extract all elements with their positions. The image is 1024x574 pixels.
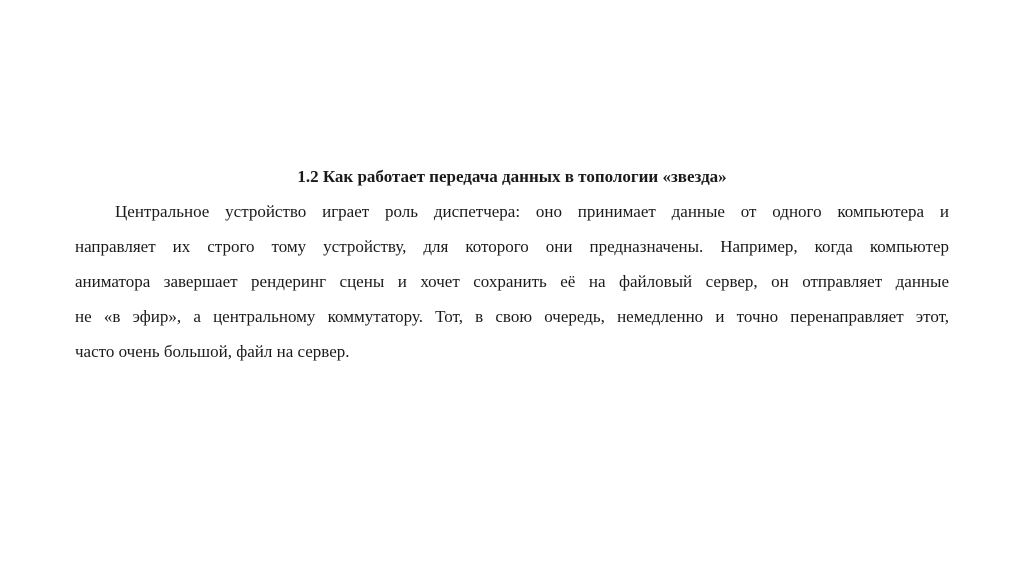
body-paragraph [75,194,949,369]
paragraph-line: не «в эфир», а центральному коммутатору. Тот, в свою очередь, немедленно и точно перенаправляет этот, [75,307,949,326]
paragraph-line: направляет их строго тому устройству, для которого они предназначены. Например, когда компьютер [75,237,949,256]
document-section [75,160,949,369]
paragraph-line: Центральное устройство играет роль диспетчера: оно принимает данные от одного компьютера и [115,202,949,221]
paragraph-line: аниматора завершает рендеринг сцены и хочет сохранить её на файловый сервер, он отправляет данные [75,272,949,291]
section-heading: 1.2 Как работает передача данных в топологии «звезда» [297,167,727,186]
paragraph-line: часто очень большой, файл на сервер. [75,342,350,361]
